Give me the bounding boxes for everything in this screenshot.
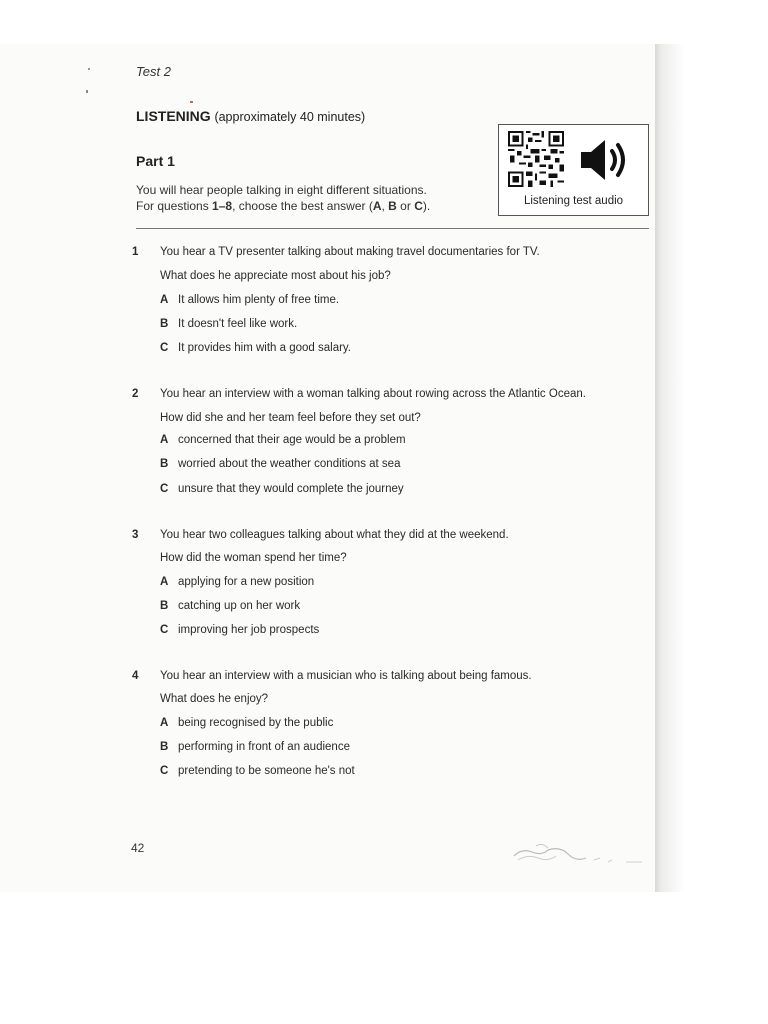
option-a[interactable]: [160, 576, 314, 588]
option-text: concerned that their age would be a problem: [178, 434, 406, 446]
question-number: 3: [132, 529, 139, 541]
scan-speck: [190, 101, 193, 103]
option-text: It allows him plenty of free time.: [178, 294, 340, 306]
page-number: 42: [131, 841, 145, 855]
option-text: catching up on her work: [178, 600, 301, 612]
option-letter: A: [160, 294, 169, 306]
question-prompt: What does he appreciate most about his job?: [160, 270, 391, 282]
question-prompt: How did she and her team feel before they set out?: [160, 412, 421, 424]
option-letter: A: [160, 717, 169, 729]
option-b[interactable]: [160, 741, 350, 753]
speaker-icon[interactable]: [579, 137, 631, 183]
option-text: It provides him with a good salary.: [178, 342, 352, 354]
option-text: applying for a new position: [178, 576, 315, 588]
option-text: improving her job prospects: [178, 624, 320, 636]
option-c[interactable]: [160, 624, 319, 636]
section-divider: [136, 228, 649, 229]
option-text: being recognised by the public: [178, 717, 334, 729]
option-b[interactable]: [160, 600, 300, 612]
instruction-line: For questions 1–8, choose the best answer (A, B or C).: [136, 199, 431, 213]
option-letter: C: [160, 765, 169, 777]
part-title: Part 1: [136, 153, 175, 169]
question-context: You hear two colleagues talking about what they did at the weekend.: [160, 529, 509, 541]
option-c[interactable]: [160, 483, 404, 495]
option-letter: C: [160, 483, 169, 495]
section-duration: (approximately 40 minutes): [214, 110, 366, 124]
option-c[interactable]: [160, 342, 351, 354]
option-a[interactable]: [160, 717, 333, 729]
part-instructions: [136, 182, 430, 214]
option-letter: C: [160, 624, 169, 636]
question-context: You hear an interview with a musician who is talking about being famous.: [160, 670, 532, 682]
option-letter: A: [160, 576, 169, 588]
question-context: You hear a TV presenter talking about making travel documentaries for TV.: [160, 246, 540, 258]
scan-speck: [88, 68, 90, 70]
scan-smudge: [508, 838, 648, 866]
option-b[interactable]: [160, 318, 297, 330]
question-number: 1: [132, 246, 139, 258]
option-text: worried about the weather conditions at sea: [178, 458, 401, 470]
question-number: 4: [132, 670, 139, 682]
option-text: unsure that they would complete the journey: [178, 483, 404, 495]
instruction-line: You will hear people talking in eight different situations.: [136, 183, 427, 197]
option-a[interactable]: [160, 294, 339, 306]
question-prompt: What does he enjoy?: [160, 693, 269, 705]
test-label: Test 2: [136, 64, 171, 79]
option-letter: C: [160, 342, 169, 354]
option-letter: A: [160, 434, 169, 446]
option-letter: B: [160, 600, 169, 612]
section-heading: [136, 108, 365, 124]
option-a[interactable]: [160, 434, 406, 446]
option-text: performing in front of an audience: [178, 741, 350, 753]
page-gutter-shadow: [655, 44, 768, 892]
option-text: It doesn't feel like work.: [178, 318, 298, 330]
qr-code-icon[interactable]: [508, 131, 564, 187]
audio-caption[interactable]: Listening test audio: [523, 195, 624, 207]
option-text: pretending to be someone he's not: [178, 765, 355, 777]
question-context: You hear an interview with a woman talking about rowing across the Atlantic Ocean.: [160, 388, 586, 400]
option-letter: B: [160, 458, 169, 470]
option-c[interactable]: [160, 765, 355, 777]
section-title: LISTENING: [136, 108, 211, 124]
question-prompt: How did the woman spend her time?: [160, 552, 347, 564]
option-letter: B: [160, 318, 169, 330]
option-letter: B: [160, 741, 169, 753]
scan-speck: [86, 90, 88, 93]
option-b[interactable]: [160, 458, 400, 470]
question-number: 2: [132, 388, 139, 400]
audio-link-box[interactable]: [498, 124, 649, 216]
